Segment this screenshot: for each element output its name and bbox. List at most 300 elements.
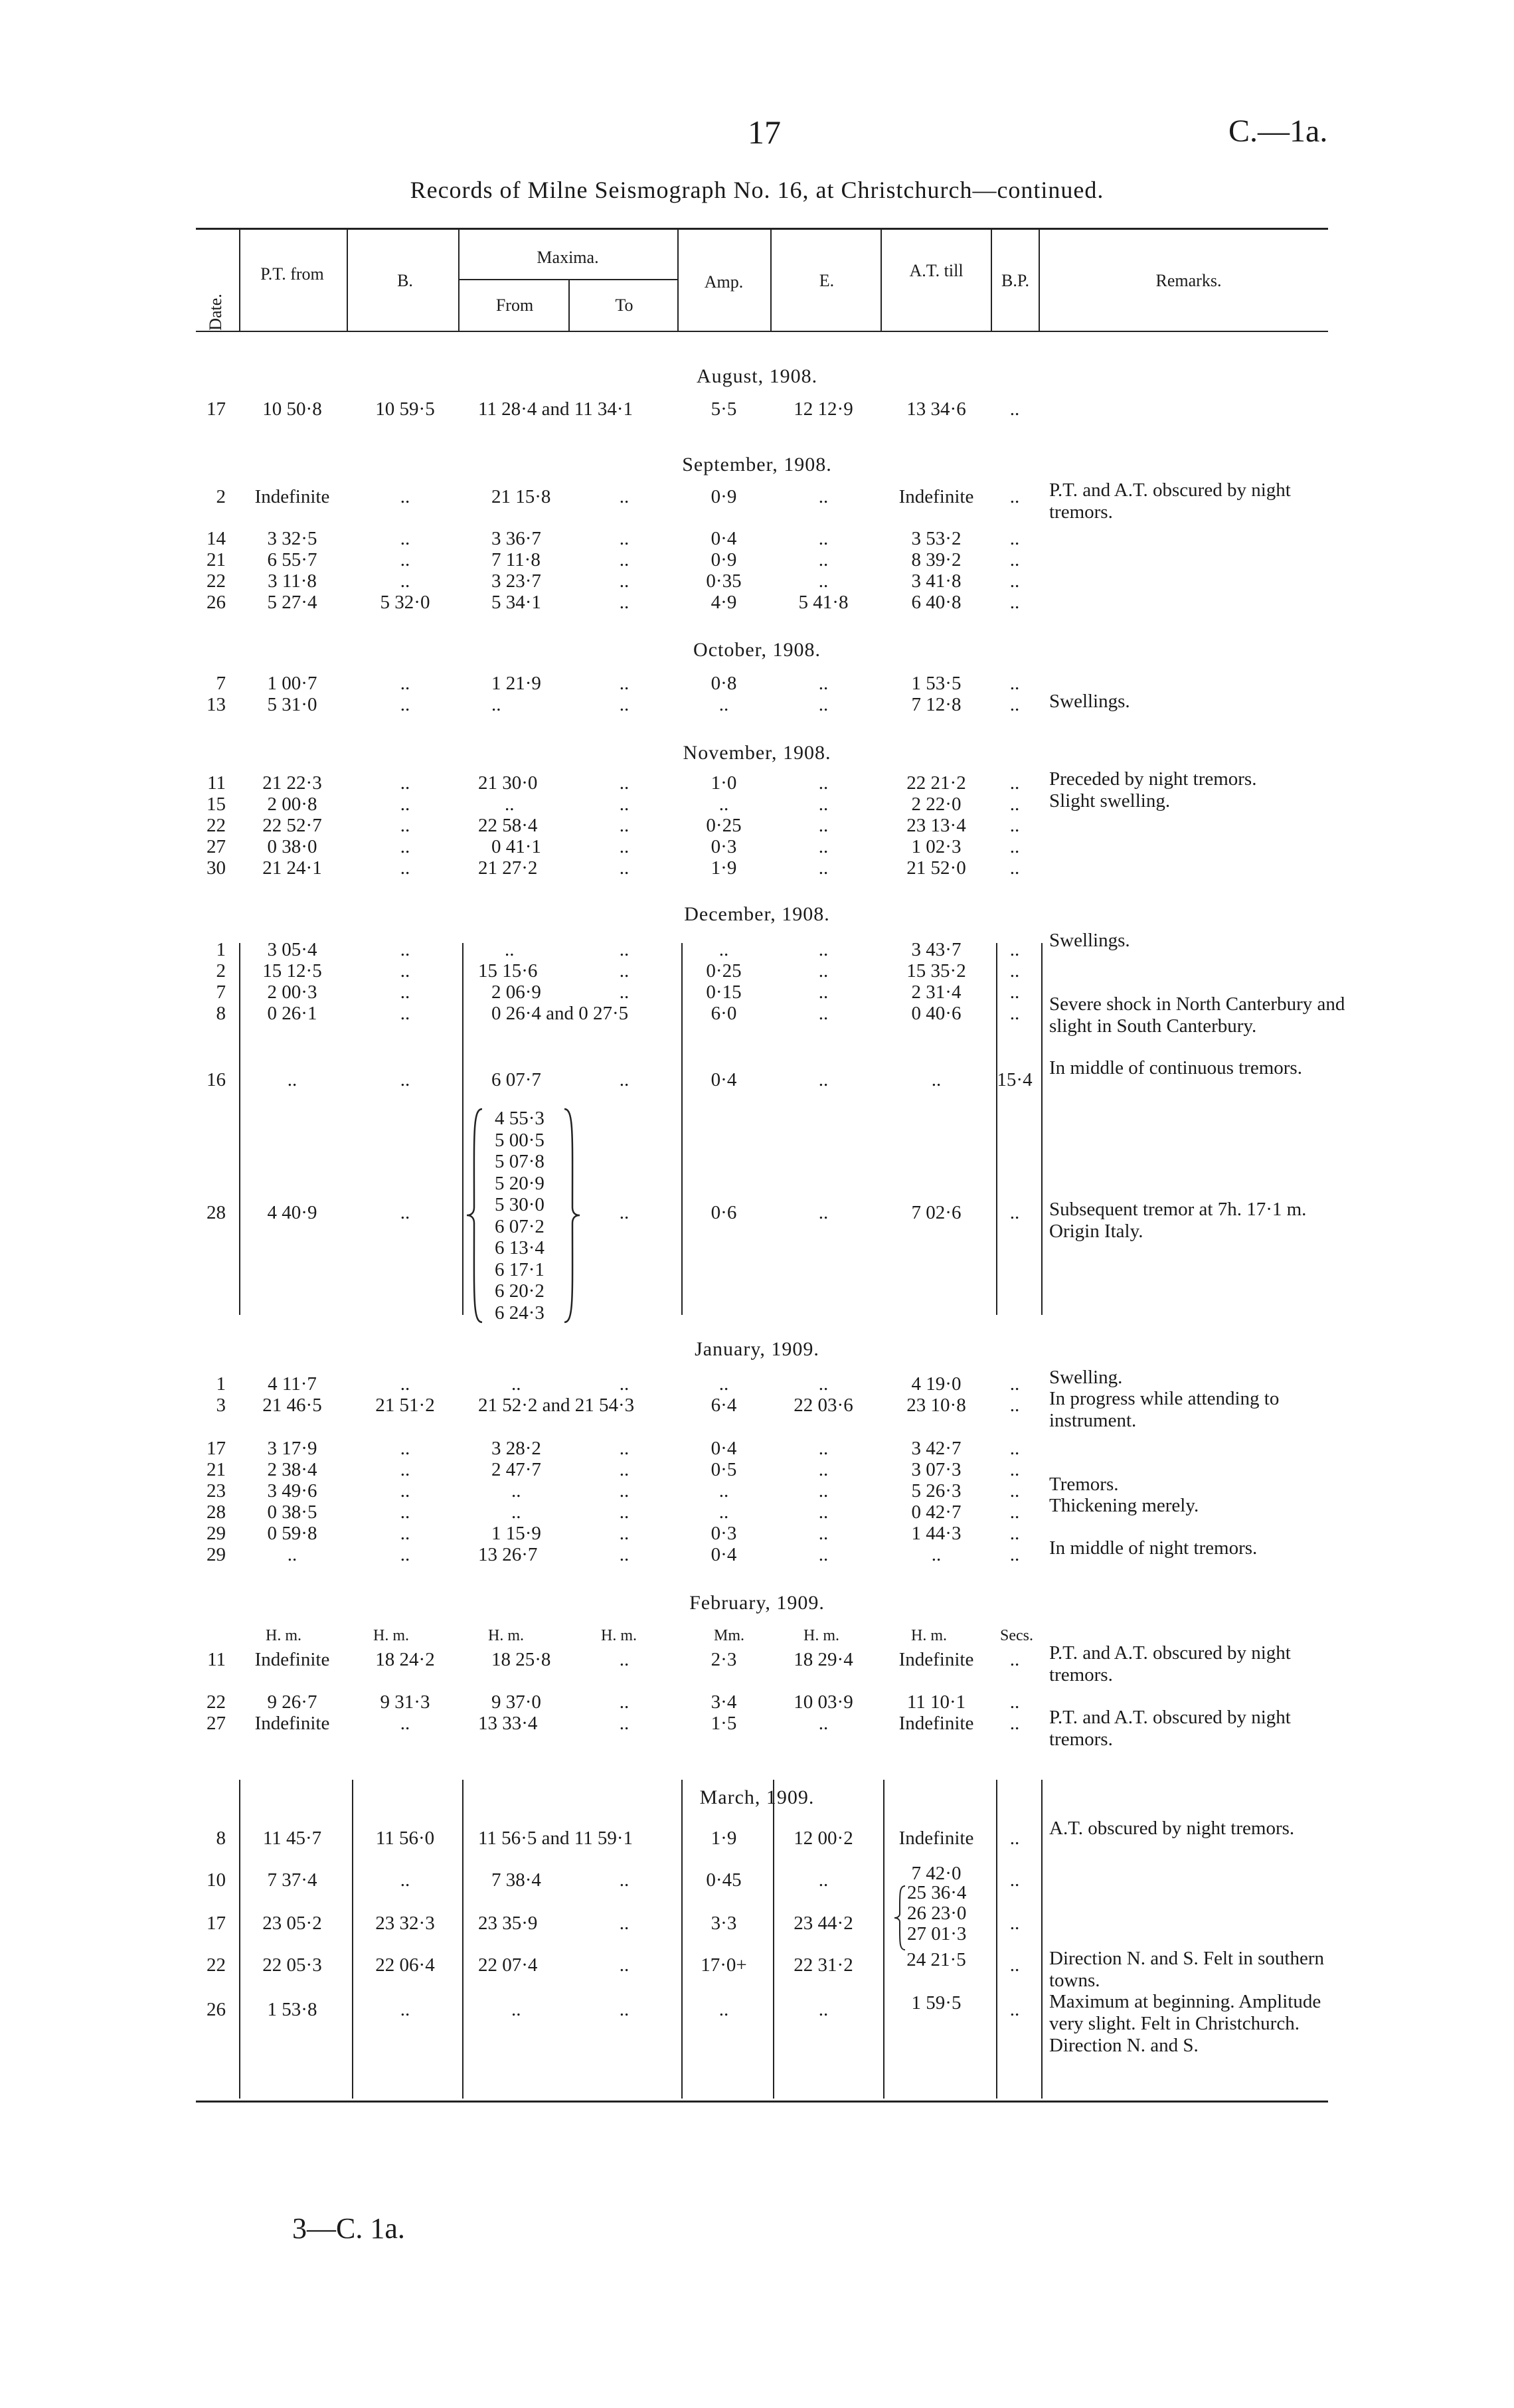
to-cell: ..	[619, 1480, 630, 1502]
b-cell: 10 59·5	[375, 398, 435, 420]
to-cell: ..	[619, 794, 630, 815]
table-row-date: 22	[207, 1954, 226, 1976]
pt-cell: 21 24·1	[262, 857, 322, 879]
header-maxima: Maxima.	[537, 248, 599, 267]
at-cell: 1 44·3	[911, 1523, 962, 1544]
header-sep	[1039, 230, 1040, 331]
b-cell: 22 06·4	[375, 1954, 435, 1976]
table-row-date: 17	[207, 1438, 226, 1459]
at-cell: 3 43·7	[911, 939, 962, 960]
pt-cell: 0 26·1	[267, 1003, 317, 1024]
at-cell: 13 34·6	[906, 398, 966, 420]
to-cell: ..	[619, 1954, 630, 1976]
remarks-cell: In progress while attending to instrument.	[1049, 1388, 1280, 1431]
remarks-cell: P.T. and A.T. obscured by night tremors.	[1049, 479, 1291, 523]
from-cell: ..	[491, 694, 501, 715]
list-item: 6 17·1	[495, 1258, 545, 1280]
bp-cell: ..	[1009, 815, 1020, 836]
bp-cell: ..	[1009, 794, 1020, 815]
header-at	[890, 262, 983, 280]
e-cell: ..	[818, 570, 829, 592]
b-cell: 21 51·2	[375, 1395, 435, 1416]
section-november-1908: November, 1908.	[683, 742, 831, 764]
e-cell: ..	[818, 815, 829, 836]
b-cell: ..	[400, 1459, 410, 1480]
amp-cell: 3·3	[711, 1913, 737, 1934]
amp-cell: 0·9	[711, 486, 737, 507]
at-cell: 6 40·8	[911, 592, 962, 613]
e-cell: ..	[818, 794, 829, 815]
pt-cell: 22 52·7	[262, 815, 322, 836]
pt-cell: 3 49·6	[267, 1480, 317, 1502]
section-september-1908: September, 1908.	[682, 454, 832, 475]
pt-cell: 21 22·3	[262, 772, 322, 794]
at-cell: 23 10·8	[906, 1395, 966, 1416]
amp-cell: 5·5	[711, 398, 737, 420]
to-cell: ..	[619, 694, 630, 715]
e-cell: ..	[818, 982, 829, 1003]
at-cell: 15 35·2	[906, 960, 966, 982]
pt-cell: 21 46·5	[262, 1395, 322, 1416]
amp-cell: 0·25	[706, 960, 742, 982]
table-top-rule	[196, 228, 1328, 230]
e-cell: ..	[818, 1869, 829, 1891]
pt-cell: 7 37·4	[267, 1869, 317, 1891]
b-cell: ..	[400, 549, 410, 570]
table-row-date: 15	[207, 794, 226, 815]
table-row-date: 28	[207, 1502, 226, 1523]
header-from: From	[495, 296, 534, 315]
bp-cell: ..	[1009, 1869, 1020, 1891]
from-cell: 3 23·7	[491, 570, 541, 592]
header-bp: B.P.	[1001, 271, 1029, 290]
bp-cell: ..	[1009, 1373, 1020, 1395]
amp-cell: 0·9	[711, 549, 737, 570]
amp-cell: 2·3	[711, 1649, 737, 1670]
pt-cell: 2 00·8	[267, 794, 317, 815]
table-row-date: 17	[207, 1913, 226, 1934]
e-cell: ..	[818, 528, 829, 549]
amp-cell: 4·9	[711, 592, 737, 613]
to-cell: ..	[619, 1691, 630, 1713]
table-row-date: 21	[207, 549, 226, 570]
at-cell: 7 42·0	[911, 1863, 962, 1884]
pt-cell: Indefinite	[254, 486, 330, 507]
b-cell: 5 32·0	[380, 592, 430, 613]
e-cell: ..	[818, 549, 829, 570]
bp-cell: ..	[1009, 772, 1020, 794]
pt-cell: 4 40·9	[267, 1202, 317, 1223]
e-cell: ..	[818, 1459, 829, 1480]
maxima-list	[495, 1108, 545, 1324]
at-cell: 2 31·4	[911, 982, 962, 1003]
e-cell: ..	[818, 1480, 829, 1502]
bp-cell: ..	[1009, 960, 1020, 982]
at-cell: 3 41·8	[911, 570, 962, 592]
pt-cell: ..	[287, 1544, 297, 1565]
e-cell: ..	[818, 1999, 829, 2020]
remarks-cell: Maximum at beginning. Amplitude very slight. Felt in Christchurch. Direction N. and S.	[1049, 1991, 1321, 2056]
pt-cell: 3 32·5	[267, 528, 317, 549]
list-item: 27 01·3	[907, 1923, 967, 1944]
table-row-date: 11	[207, 772, 226, 794]
bp-cell: ..	[1009, 1438, 1020, 1459]
bp-cell: 15·4	[997, 1069, 1033, 1090]
pt-cell: 1 00·7	[267, 673, 317, 694]
amp-cell: 0·3	[711, 836, 737, 857]
pt-cell: 15 12·5	[262, 960, 322, 982]
maxima-cell: 0 26·4 and 0 27·5	[491, 1003, 629, 1024]
b-cell: ..	[400, 960, 410, 982]
from-cell: 5 34·1	[491, 592, 541, 613]
to-cell: ..	[619, 772, 630, 794]
bp-cell: ..	[1009, 1395, 1020, 1416]
from-cell: 22 07·4	[478, 1954, 538, 1976]
pt-cell: 11 45·7	[262, 1828, 322, 1849]
list-item: 5 30·0	[495, 1194, 545, 1215]
from-cell: 2 47·7	[491, 1459, 541, 1480]
b-cell: 23 32·3	[375, 1913, 435, 1934]
e-cell: ..	[818, 1438, 829, 1459]
remarks-cell: Slight swelling.	[1049, 790, 1171, 812]
from-cell: 1 21·9	[491, 673, 541, 694]
pt-cell: 9 26·7	[267, 1691, 317, 1713]
unit-label: H. m.	[373, 1627, 409, 1644]
right-brace-icon	[562, 1108, 582, 1324]
amp-cell: 1·5	[711, 1713, 737, 1734]
b-cell: ..	[400, 1544, 410, 1565]
from-cell: 15 15·6	[478, 960, 538, 982]
table-row-date: 29	[207, 1523, 226, 1544]
at-cell: 5 26·3	[911, 1480, 962, 1502]
amp-cell: 1·0	[711, 772, 737, 794]
e-cell: ..	[818, 836, 829, 857]
remarks-cell: In middle of night tremors.	[1049, 1537, 1258, 1559]
bp-cell: ..	[1009, 1544, 1020, 1565]
pt-cell: 3 17·9	[267, 1438, 317, 1459]
to-cell: ..	[619, 960, 630, 982]
from-cell: ..	[505, 939, 515, 960]
to-cell: ..	[619, 1869, 630, 1891]
unit-label: Secs.	[1000, 1627, 1033, 1644]
to-cell: ..	[619, 1502, 630, 1523]
unit-label: H. m.	[601, 1627, 637, 1644]
at-cell: 22 21·2	[906, 772, 966, 794]
bp-cell: ..	[1009, 1691, 1020, 1713]
pt-cell: 6 55·7	[267, 549, 317, 570]
at-cell: 1 02·3	[911, 836, 962, 857]
table-bottom-rule	[196, 2101, 1328, 2103]
to-cell: ..	[619, 815, 630, 836]
pt-cell: 5 31·0	[267, 694, 317, 715]
b-cell: ..	[400, 1480, 410, 1502]
table-row-date: 1	[216, 1373, 226, 1395]
from-cell: 0 41·1	[491, 836, 541, 857]
amp-cell: ..	[718, 794, 729, 815]
table-row-date: 22	[207, 570, 226, 592]
amp-cell: 0·3	[711, 1523, 737, 1544]
to-cell: ..	[619, 1069, 630, 1090]
amp-cell: ..	[718, 1999, 729, 2020]
pt-cell: 10 50·8	[262, 398, 322, 420]
from-cell: ..	[511, 1373, 521, 1395]
table-row-date: 27	[207, 836, 226, 857]
from-cell: 7 11·8	[491, 549, 541, 570]
to-cell: ..	[619, 836, 630, 857]
amp-cell: 0·5	[711, 1459, 737, 1480]
table-row-date: 30	[207, 857, 226, 879]
list-item: 26 23·0	[907, 1903, 967, 1924]
list-item: 5 20·9	[495, 1172, 545, 1194]
b-cell: ..	[400, 570, 410, 592]
bp-cell: ..	[1009, 1999, 1020, 2020]
b-cell: ..	[400, 772, 410, 794]
bp-cell: ..	[1009, 1523, 1020, 1544]
to-cell: ..	[619, 1999, 630, 2020]
bp-cell: ..	[1009, 1713, 1020, 1734]
amp-cell: 0·35	[706, 570, 742, 592]
b-cell: ..	[400, 1502, 410, 1523]
from-cell: 3 36·7	[491, 528, 541, 549]
at-cell: Indefinite	[898, 1649, 974, 1670]
section-december-1908: December, 1908.	[684, 903, 830, 925]
e-cell: ..	[818, 694, 829, 715]
to-cell: ..	[619, 1202, 630, 1223]
at-cell: Indefinite	[898, 1713, 974, 1734]
table-row-date: 10	[207, 1869, 226, 1891]
table-row-date: 8	[216, 1828, 226, 1849]
table-row-date: 23	[207, 1480, 226, 1502]
to-cell: ..	[619, 673, 630, 694]
e-cell: ..	[818, 673, 829, 694]
amp-cell: ..	[718, 939, 729, 960]
table-row-date: 1	[216, 939, 226, 960]
header-to: To	[615, 296, 633, 315]
header-sep	[881, 230, 882, 331]
b-cell: ..	[400, 1373, 410, 1395]
b-cell: ..	[400, 815, 410, 836]
pt-cell: Indefinite	[254, 1713, 330, 1734]
at-cell: 3 53·2	[911, 528, 962, 549]
amp-cell: 3·4	[711, 1691, 737, 1713]
bp-cell: ..	[1009, 1913, 1020, 1934]
table-row-date: 14	[207, 528, 226, 549]
b-cell: ..	[400, 1003, 410, 1024]
pt-cell: 3 05·4	[267, 939, 317, 960]
table-row-date: 8	[216, 1003, 226, 1024]
to-cell: ..	[619, 982, 630, 1003]
table-row-date: 29	[207, 1544, 226, 1565]
from-cell: 13 33·4	[478, 1713, 538, 1734]
at-cell: 21 52·0	[906, 857, 966, 879]
b-cell: 18 24·2	[375, 1649, 435, 1670]
from-cell: 21 27·2	[478, 857, 538, 879]
remarks-cell: Thickening merely.	[1049, 1495, 1199, 1516]
pt-cell: 2 38·4	[267, 1459, 317, 1480]
bp-cell: ..	[1009, 694, 1020, 715]
e-cell: 22 03·6	[794, 1395, 853, 1416]
to-cell: ..	[619, 570, 630, 592]
bp-cell: ..	[1009, 1502, 1020, 1523]
list-item: 6 13·4	[495, 1237, 545, 1258]
remarks-cell: Subsequent tremor at 7h. 17·1 m. Origin Italy.	[1049, 1199, 1307, 1242]
e-cell: 12 12·9	[794, 398, 853, 420]
at-cell: 7 02·6	[911, 1202, 962, 1223]
e-cell: 18 29·4	[794, 1649, 853, 1670]
bp-cell: ..	[1009, 549, 1020, 570]
to-cell: ..	[619, 1438, 630, 1459]
section-august-1908: August, 1908.	[696, 365, 818, 387]
unit-label: H. m.	[803, 1627, 839, 1644]
table-row-date: 28	[207, 1202, 226, 1223]
remarks-cell: P.T. and A.T. obscured by night tremors.	[1049, 1707, 1291, 1750]
header-amp: Amp.	[704, 272, 744, 292]
at-cell: 2 22·0	[911, 794, 962, 815]
at-cell: 0 42·7	[911, 1502, 962, 1523]
unit-label: Mm.	[714, 1627, 745, 1644]
from-cell: ..	[511, 1502, 521, 1523]
column-rule	[462, 943, 463, 1315]
section-february-1909: February, 1909.	[689, 1592, 825, 1614]
from-cell: 21 15·8	[491, 486, 551, 507]
amp-cell: ..	[718, 1502, 729, 1523]
list-item: 6 20·2	[495, 1280, 545, 1302]
header-at-label: A.T. till	[909, 261, 964, 280]
at-cell: ..	[931, 1544, 942, 1565]
from-cell: 2 06·9	[491, 982, 541, 1003]
series-label: C.—1a.	[1228, 114, 1328, 149]
b-cell: ..	[400, 1869, 410, 1891]
bp-cell: ..	[1009, 592, 1020, 613]
remarks-cell: Direction N. and S. Felt in southern towns.	[1049, 1948, 1325, 1991]
table-row-date: 13	[207, 694, 226, 715]
from-cell: 18 25·8	[491, 1649, 551, 1670]
remarks-cell: A.T. obscured by night tremors.	[1049, 1818, 1295, 1839]
table-row-date: 2	[216, 486, 226, 507]
b-cell: ..	[400, 857, 410, 879]
remarks-cell: In middle of continuous tremors.	[1049, 1057, 1302, 1078]
bp-cell: ..	[1009, 673, 1020, 694]
b-cell: ..	[400, 1713, 410, 1734]
e-cell: ..	[818, 1373, 829, 1395]
table-row-date: 11	[207, 1649, 226, 1670]
bp-cell: ..	[1009, 857, 1020, 879]
list-item: 6 24·3	[495, 1302, 545, 1324]
maxima-rule	[458, 279, 677, 280]
table-row-date: 3	[216, 1395, 226, 1416]
from-cell: 6 07·7	[491, 1069, 541, 1090]
e-cell: ..	[818, 1502, 829, 1523]
b-cell: ..	[400, 982, 410, 1003]
e-cell: ..	[818, 1202, 829, 1223]
column-rule	[462, 1780, 463, 2099]
to-cell: ..	[619, 1713, 630, 1734]
e-cell: 22 31·2	[794, 1954, 853, 1976]
remarks-cell: Severe shock in North Canterbury and slight in South Canterbury.	[1049, 993, 1345, 1037]
pt-cell: 23 05·2	[262, 1913, 322, 1934]
list-item: 4 55·3	[495, 1108, 545, 1129]
amp-cell: 0·4	[711, 1438, 737, 1459]
table-row-date: 26	[207, 1999, 226, 2020]
remarks-cell: Preceded by night tremors.	[1049, 768, 1257, 790]
e-cell: ..	[818, 1544, 829, 1565]
table-row-date: 27	[207, 1713, 226, 1734]
amp-cell: 0·4	[711, 1069, 737, 1090]
e-cell: ..	[818, 857, 829, 879]
at-cell: 7 12·8	[911, 694, 962, 715]
amp-cell: 0·4	[711, 1544, 737, 1565]
list-item: 6 07·2	[495, 1215, 545, 1237]
table-row-date: 7	[216, 982, 226, 1003]
unit-label: H. m.	[266, 1627, 301, 1644]
pt-cell: 0 38·5	[267, 1502, 317, 1523]
to-cell: ..	[619, 1544, 630, 1565]
header-bottom-rule	[196, 331, 1328, 332]
to-cell: ..	[619, 1523, 630, 1544]
bp-cell: ..	[1009, 982, 1020, 1003]
section-march-1909: March, 1909.	[699, 1786, 815, 1808]
amp-cell: 0·4	[711, 528, 737, 549]
b-cell: ..	[400, 528, 410, 549]
e-cell: 12 00·2	[794, 1828, 853, 1849]
column-rule	[1041, 1780, 1043, 2099]
maxima-cell: 21 52·2 and 21 54·3	[478, 1395, 635, 1416]
b-cell: ..	[400, 486, 410, 507]
b-cell: ..	[400, 694, 410, 715]
bp-cell: ..	[1009, 1954, 1020, 1976]
bp-cell: ..	[1009, 939, 1020, 960]
header-b: B.	[397, 271, 413, 290]
e-cell: ..	[818, 486, 829, 507]
e-cell: ..	[818, 1523, 829, 1544]
header-e: E.	[819, 271, 835, 290]
b-cell: ..	[400, 1069, 410, 1090]
table-row-date: 21	[207, 1459, 226, 1480]
from-cell: 23 35·9	[478, 1913, 538, 1934]
bp-cell: ..	[1009, 1003, 1020, 1024]
amp-cell: 0·25	[706, 815, 742, 836]
section-january-1909: January, 1909.	[695, 1338, 819, 1360]
at-cell: Indefinite	[898, 1828, 974, 1849]
column-rule	[1041, 943, 1043, 1315]
from-cell: ..	[505, 794, 515, 815]
at-cell: 1 59·5	[911, 1992, 962, 2014]
table-row-date: 22	[207, 815, 226, 836]
unit-label: H. m.	[911, 1627, 947, 1644]
header-sep	[347, 230, 348, 331]
amp-cell: ..	[718, 694, 729, 715]
b-cell: ..	[400, 1523, 410, 1544]
from-cell: ..	[511, 1999, 521, 2020]
e-cell: ..	[818, 1069, 829, 1090]
bp-cell: ..	[1009, 1828, 1020, 1849]
table-title: Records of Milne Seismograph No. 16, at Christchurch—continued.	[410, 177, 1104, 203]
table-row-date: 17	[207, 398, 226, 420]
from-cell: 21 30·0	[478, 772, 538, 794]
at-list	[907, 1883, 966, 1944]
pt-cell: 4 11·7	[268, 1373, 317, 1395]
table-row-date: 22	[207, 1691, 226, 1713]
table-row-date: 2	[216, 960, 226, 982]
amp-cell: 6·0	[711, 1003, 737, 1024]
list-item: 5 07·8	[495, 1151, 545, 1172]
pt-cell: 0 59·8	[267, 1523, 317, 1544]
amp-cell: 0·15	[706, 982, 742, 1003]
b-cell: ..	[400, 794, 410, 815]
list-item: 25 36·4	[907, 1882, 967, 1903]
at-cell: 24 21·5	[906, 1949, 966, 1970]
bp-cell: ..	[1009, 398, 1020, 420]
